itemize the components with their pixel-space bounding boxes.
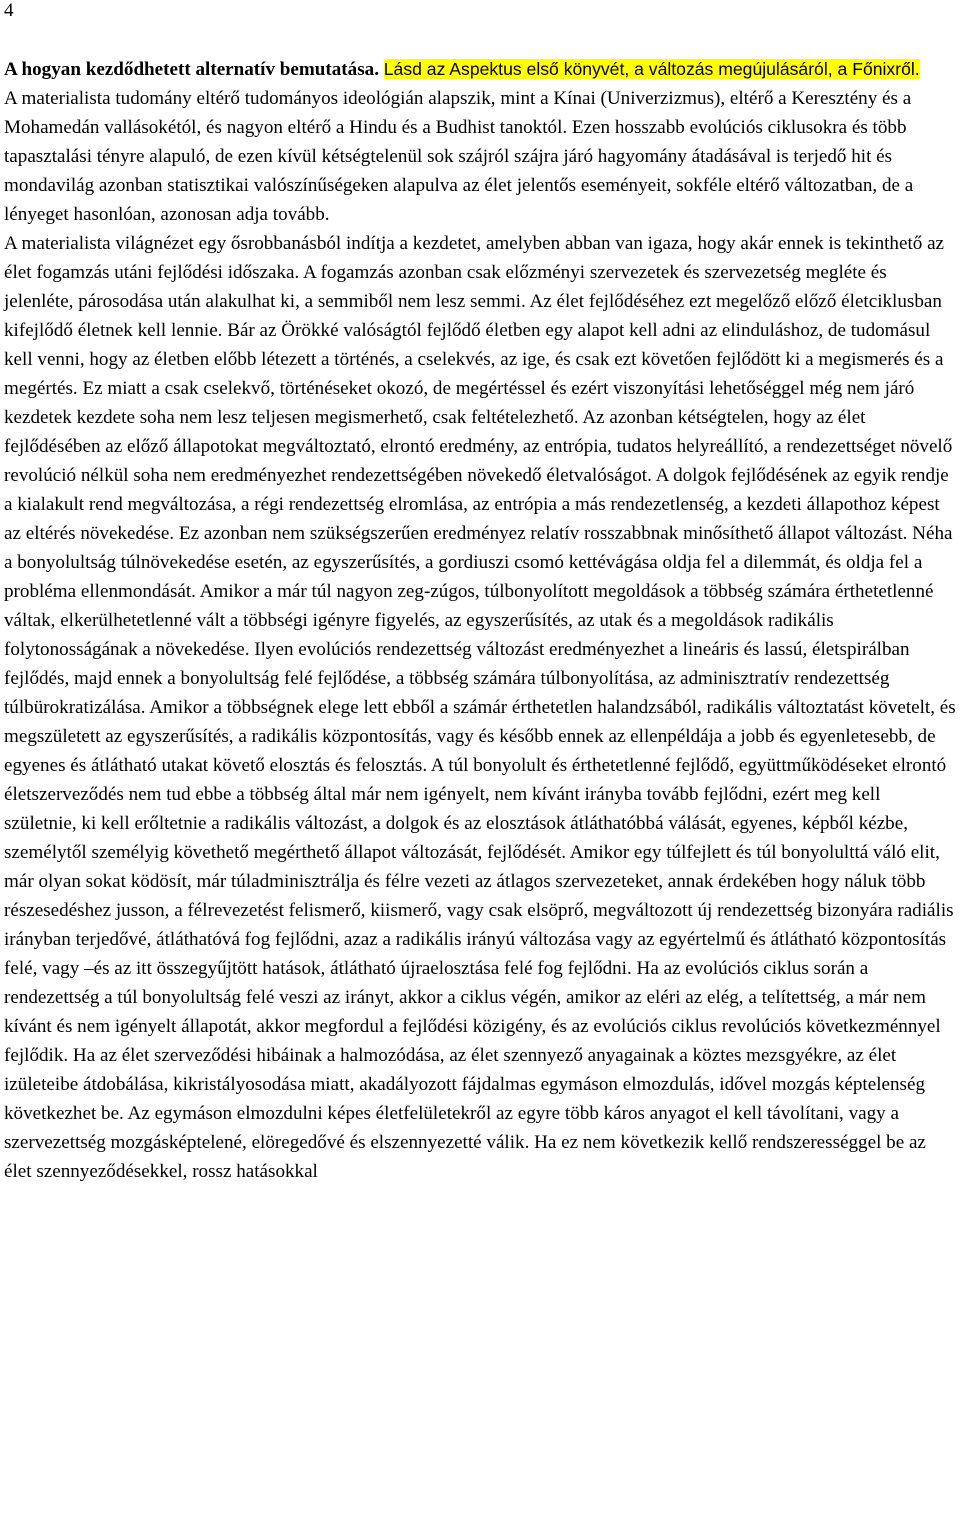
page-number: 4 <box>4 0 14 21</box>
highlighted-reference-note: Lásd az Aspektus első könyvét, a változás megújulásáról, a Főnixről. <box>383 59 920 79</box>
heading-line <box>4 55 956 84</box>
paragraph-1: A materialista tudomány eltérő tudományos ideológián alapszik, mint a Kínai (Univerzizmus), eltérő a Keresztény és a Mohamedán vallásokétól, és nagyon eltérő a Hindu és a Budhist tanoktól. Ezen hosszabb evolúciós ciklusokra és több tapasztalási tényre alapuló, de ezen kívül kétségtelenül sok szájról szájra járó hagyomány átadásával is terjedő hit és mondavilág azonban statisztikai valószínűségeken alapulva az élet jelentős eseményeit, sokféle eltérő változatban, de a lényeget hasonlóan, azonosan adja tovább. <box>4 88 914 225</box>
section-heading: A hogyan kezdődhetett alternatív bemutatása. <box>4 59 379 80</box>
paragraph-2: A materialista világnézet egy ősrobbanásból indítja a kezdetet, amelyben abban van igaza, hogy akár ennek is tekinthető az élet fogamzás utáni fejlődési időszaka. A fogamzás azonban csak előzményi szervezetek és szervezetség megléte és jelenléte, párosodása után alakulhat ki, a semmiből nem lesz semmi. Az élet fejlődéséhez ezt megelőző előző életciklusban kifejlődő életnek kell lennie. Bár az Örökké valóságtól fejlődő életben egy alapot kell adni az elinduláshoz, de tudomásul kell venni, hogy az életben előbb létezett a történés, a cselekvés, az ige, és csak ezt követően fejlődött ki a megismerés és a megértés. Ez miatt a csak cselekvő, történéseket okozó, de megértéssel és ezért viszonyítási lehetőséggel még nem járó kezdetek kezdete soha nem lesz teljesen megismerhető, csak feltételezhető. Az azonban kétségtelen, hogy az élet fejlődésében az előző állapotokat megváltoztató, elrontó eredmény, az entrópia, tudatos helyreállító, a rendezettséget növelő revolúció nélkül soha nem eredményezhet rendezettségében növekedő életvalóságot. A dolgok fejlődésének az egyik rendje a kialakult rend megváltozása, a régi rendezettség elromlása, az entrópia a más rendezetlenség, a kezdeti állapothoz képest az eltérés növekedése. Ez azonban nem szükségszerűen eredményez relatív rosszabbnak minősíthető állapot változást. Néha a bonyolultság túlnövekedése esetén, az egyszerűsítés, a gordiuszi csomó kettévágása oldja fel a dilemmát, és oldja fel a probléma ellenmondását. Amikor a már túl nagyon zeg-zúgos, túlbonyolított megoldások a többség számára érthetetlenné váltak, elkerülhetetlenné vált a többségi igényre figyelés, az egyszerűsítés, az utak és a megoldások radikális folytonosságának a növekedése. Ilyen evolúciós rendezettség változást eredményezhet a lineáris és lassú, életspirálban fejlődés, majd ennek a bonyolultság felé fejlődése, a többség számára túlbonyolítása, az adminisztratív rendezettség túlbürokratizálása. Amikor a többségnek elege lett ebből a számár érthetetlen halandzsából, radikális változtatást követelt, és megszületett az egyszerűsítés, a radikális központosítás, vagy és később ennek az ellenpéldája a jobb és egyenletesebb, de egyenes és átlátható utakat követő elosztás és felosztás. A túl bonyolult és érthetetlenné fejlődő, együttműködéseket elrontó életszerveződés nem tud ebbe a többség által már nem igényelt, nem kívánt irányba tovább fejlődni, ezért meg kell születnie, ki kell erőltetnie a radikális változást, a dolgok és az elosztások átláthatóbbá válását, egyenes, képből kézbe, személytől személyig követhető megérthető állapot változását, fejlődését. Amikor egy túlfejlett és túl bonyolulttá váló elit, már olyan sokat ködösít, már túladminisztrálja és félre vezeti az átlagos szervezeteket, annak érdekében hogy náluk több részesedéshez jusson, a félrevezetést felismerő, kiismerő, vagy csak elsöprő, megváltozott új rendezettség bizonyára radiális irányban terjedővé, átláthatóvá fog fejlődni, azaz a radikális irányú változása vagy az egyértelmű és átlátható központosítás felé, vagy –és az itt összegyűjtött hatások, átlátható újraelosztása felé fog fejlődni. Ha az evolúciós ciklus során a rendezettség a túl bonyolultság felé veszi az irányt, akkor a ciklus végén, amikor az eléri az elég, a telítettség, a már nem kívánt és nem igényelt állapotát, akkor megfordul a fejlődési közigény, és az evolúciós ciklus revolúciós következménnyel fejlődik. Ha az élet szerveződési hibáinak a halmozódása, az élet szennyező anyagainak a köztes mezsgyékre, az élet izületeibe átdobálása, kikristályosodása miatt, akadályozott fájdalmas egymáson elmozdulás, idővel mozgás képtelenség következhet be. Az egymáson elmozdulni képes életfelületekről az egyre több káros anyagot el kell távolítani, vagy a szervezettség mozgásképtelené, elöregedővé és elszennyezetté válik. Ha ez nem következik kellő rendszerességgel be az élet szennyeződésekkel, rossz hatásokkal <box>4 233 956 1182</box>
document-body <box>4 55 956 1186</box>
